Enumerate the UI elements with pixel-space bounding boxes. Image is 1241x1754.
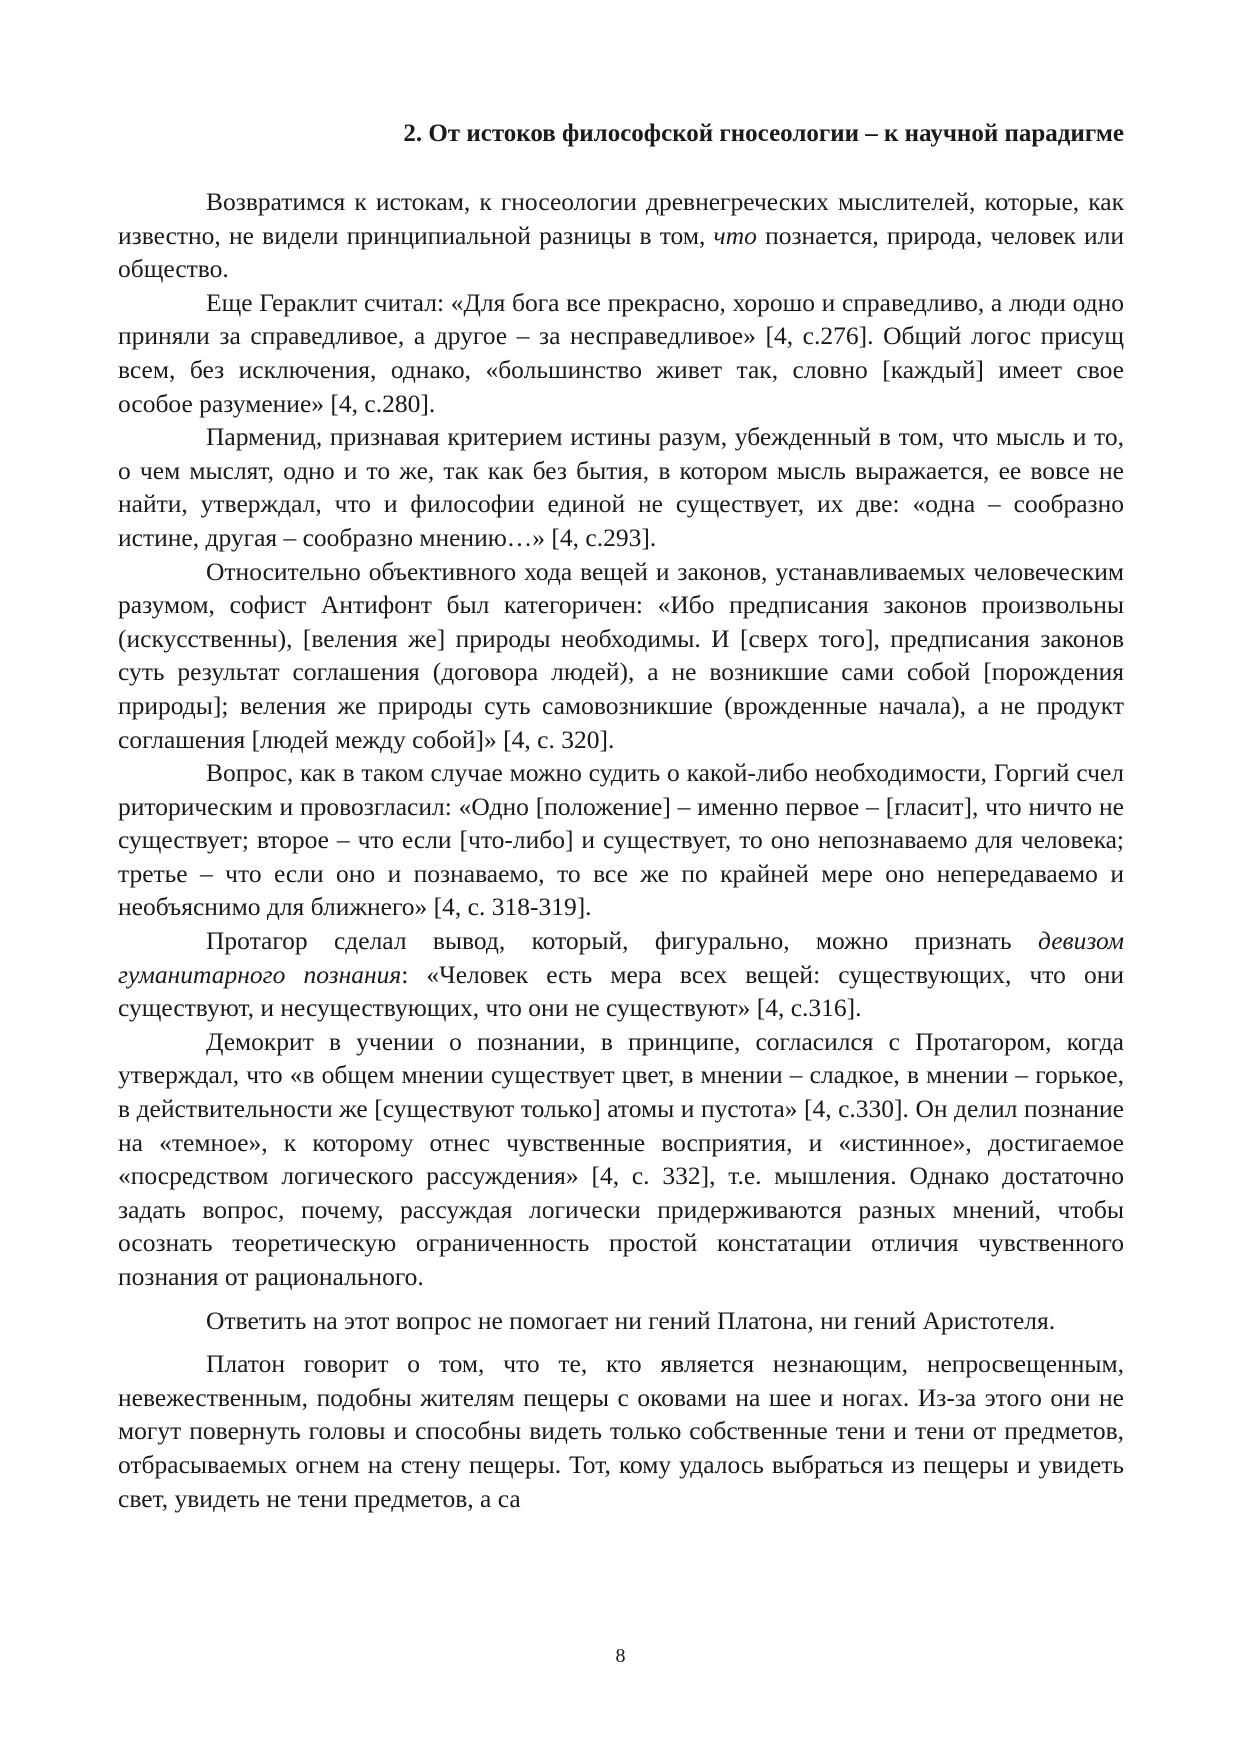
paragraph-9: Платон говорит о том, что те, кто является незнающим, непросвещенным, невежественным, подобны жителям пещеры с оковами на шее и ногах. Из-за этого они не могут повернуть головы и способны видеть только собственные тени и тени от предметов, отбрасываемых огнем на стену пещеры. Тот, кому удалось выбраться из пещеры и увидеть свет, увидеть не тени предметов, а са [118,1349,1124,1513]
paragraph-4: Относительно объективного хода вещей и законов, устанавливаемых человеческим разумом, софист Антифонт был категоричен: «Ибо предписания законов произвольны (искусственны), [веления же] природы необходимы. И [сверх того], предписания законов суть результат соглашения (договора людей), а не возникшие сами собой [порождения природы]; веления же природы суть самовозникшие (врожденные начала), а не продукт соглашения [людей между собой]» [4, с. 320]. [118,556,1124,754]
page-number: 8 [615,1645,626,1667]
document-page [118,118,1124,1515]
paragraph-3: Парменид, признавая критерием истины разум, убежденный в том, что мысль и то, о чем мыслят, одно и то же, так как без бытия, в котором мысль выражается, ее вовсе не найти, утверждал, что и философии единой не существует, их две: «одна – сообразно истине, другая – сообразно мнению…» [4, с.293]. [118,422,1124,552]
paragraph-7: Демокрит в учении о познании, в принципе, согласился с Протагором, когда утверждал, что «в общем мнении существует цвет, в мнении – сладкое, в мнении – горькое, в действительности же [существуют только] атомы и пустота» [4, с.330]. Он делил познание на «темное», к которому отнес чувственные восприятия, и «истинное», достигаемое «посредством логического рассуждения» [4, с. 332], т.е. мышления. Однако достаточно задать вопрос, почему, рассуждая логически придерживаются разных мнений, чтобы осознать теоретическую ограниченность простой констатации отличия чувственного познания от рационального. [118,1026,1124,1291]
paragraph-6-text: Протагор сделал вывод, который, фигурально, можно признать [206,926,1038,956]
paragraph-1-emphasis: что [713,220,757,250]
paragraph-2: Еще Гераклит считал: «Для бога все прекрасно, хорошо и справедливо, а люди одно приняли за справедливое, а другое – за несправедливое» [4, с.276]. Общий логос присущ всем, без исключения, однако, «большинство живет так, словно [каждый] имеет свое особое разумение» [4, с.280]. [118,287,1124,418]
paragraph-6-text-end: : «Человек есть мера всех вещей: существующих, что они существуют, и несуществующих, что они не существуют» [4, с.316]. [118,959,1124,1023]
section-title: 2. От истоков философской гносеологии – к научной парадигме [403,120,1124,147]
paragraph-8: Ответить на этот вопрос не помогает ни гений Платона, ни гений Аристотеля. [206,1305,1056,1335]
paragraph-6-emphasis: девизом гуманитарного познания [118,926,1124,989]
paragraph-5: Вопрос, как в таком случае можно судить о какой-либо необходимости, Горгий счел риторическим и провозгласил: «Одно [положение] – именно первое – [гласит], что ничто не существует; второе – что если [что-либо] и существует, то оно непознаваемо для человека; третье – что если оно и познаваемо, то все же по крайней мере оно непередаваемо и необъяснимо для ближнего» [4, с. 318-319]. [118,758,1124,922]
paragraph-1-text-end: познается, природа, человек или общество. [118,220,1124,284]
paragraph-6 [118,924,1124,1025]
paragraph-1-text: Возвратимся к истокам, к гносеологии древнегреческих мыслителей, которые, как известно, не видели принципиальной разницы в том, [118,187,1124,250]
paragraph-1 [118,185,1124,286]
